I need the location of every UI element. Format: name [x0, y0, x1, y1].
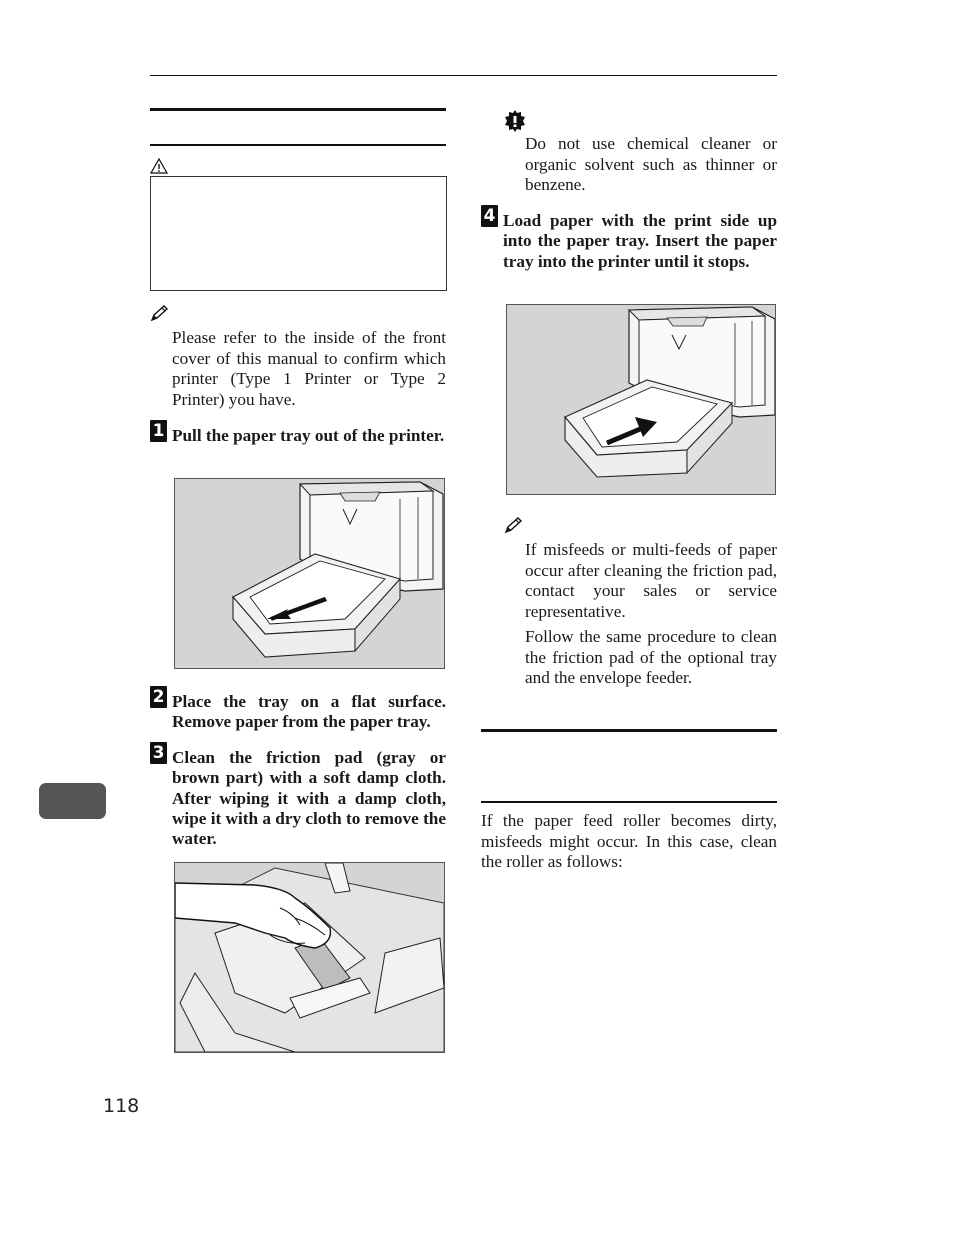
note-item-2: Follow the same procedure to clean the friction pad of the optional tray and the envelope feeder. [525, 627, 777, 687]
pencil-icon [504, 516, 524, 534]
chapter-thumb-tab [39, 783, 106, 819]
step-4-number: 4 [481, 205, 498, 227]
section-rule-thin [150, 144, 446, 146]
section-rule-thick-right [481, 729, 777, 732]
step-2-number: 2 [150, 686, 167, 708]
note-item-1: If misfeeds or multi-feeds of paper occur after cleaning the friction pad, contact your sales or service representative. [525, 540, 777, 621]
header-rule [150, 75, 777, 76]
important-icon [504, 110, 526, 132]
step-3-text: Clean the friction pad (gray or brown part) with a soft damp cloth. After wiping it with a damp cloth, wipe it with a dry cloth to remove the water. [172, 748, 446, 849]
step-1-number: 1 [150, 420, 167, 442]
step-2-text: Place the tray on a flat surface. Remove paper from the paper tray. [172, 692, 446, 732]
pencil-icon [150, 304, 170, 322]
figure-pull-tray [174, 478, 445, 669]
section-intro-text: If the paper feed roller becomes dirty, misfeeds might occur. In this case, clean the roller as follows: [481, 811, 777, 871]
step-4-text: Load paper with the print side up into the paper tray. Insert the paper tray into the printer until it stops. [503, 211, 777, 271]
note-text: Please refer to the inside of the front cover of this manual to confirm which printer (Type 1 Printer or Type 2 Printer) you have. [172, 328, 446, 409]
page-number: 118 [103, 1095, 140, 1117]
step-3-number: 3 [150, 742, 167, 764]
section-rule-thin-right [481, 801, 777, 803]
step-1-text: Pull the paper tray out of the printer. [172, 426, 445, 445]
important-text: Do not use chemical cleaner or organic solvent such as thinner or benzene. [525, 134, 777, 194]
figure-insert-tray [506, 304, 776, 495]
section-rule-thick [150, 108, 446, 111]
caution-triangle-icon [150, 158, 168, 174]
figure-clean-pad [174, 862, 445, 1053]
caution-box [150, 176, 447, 291]
